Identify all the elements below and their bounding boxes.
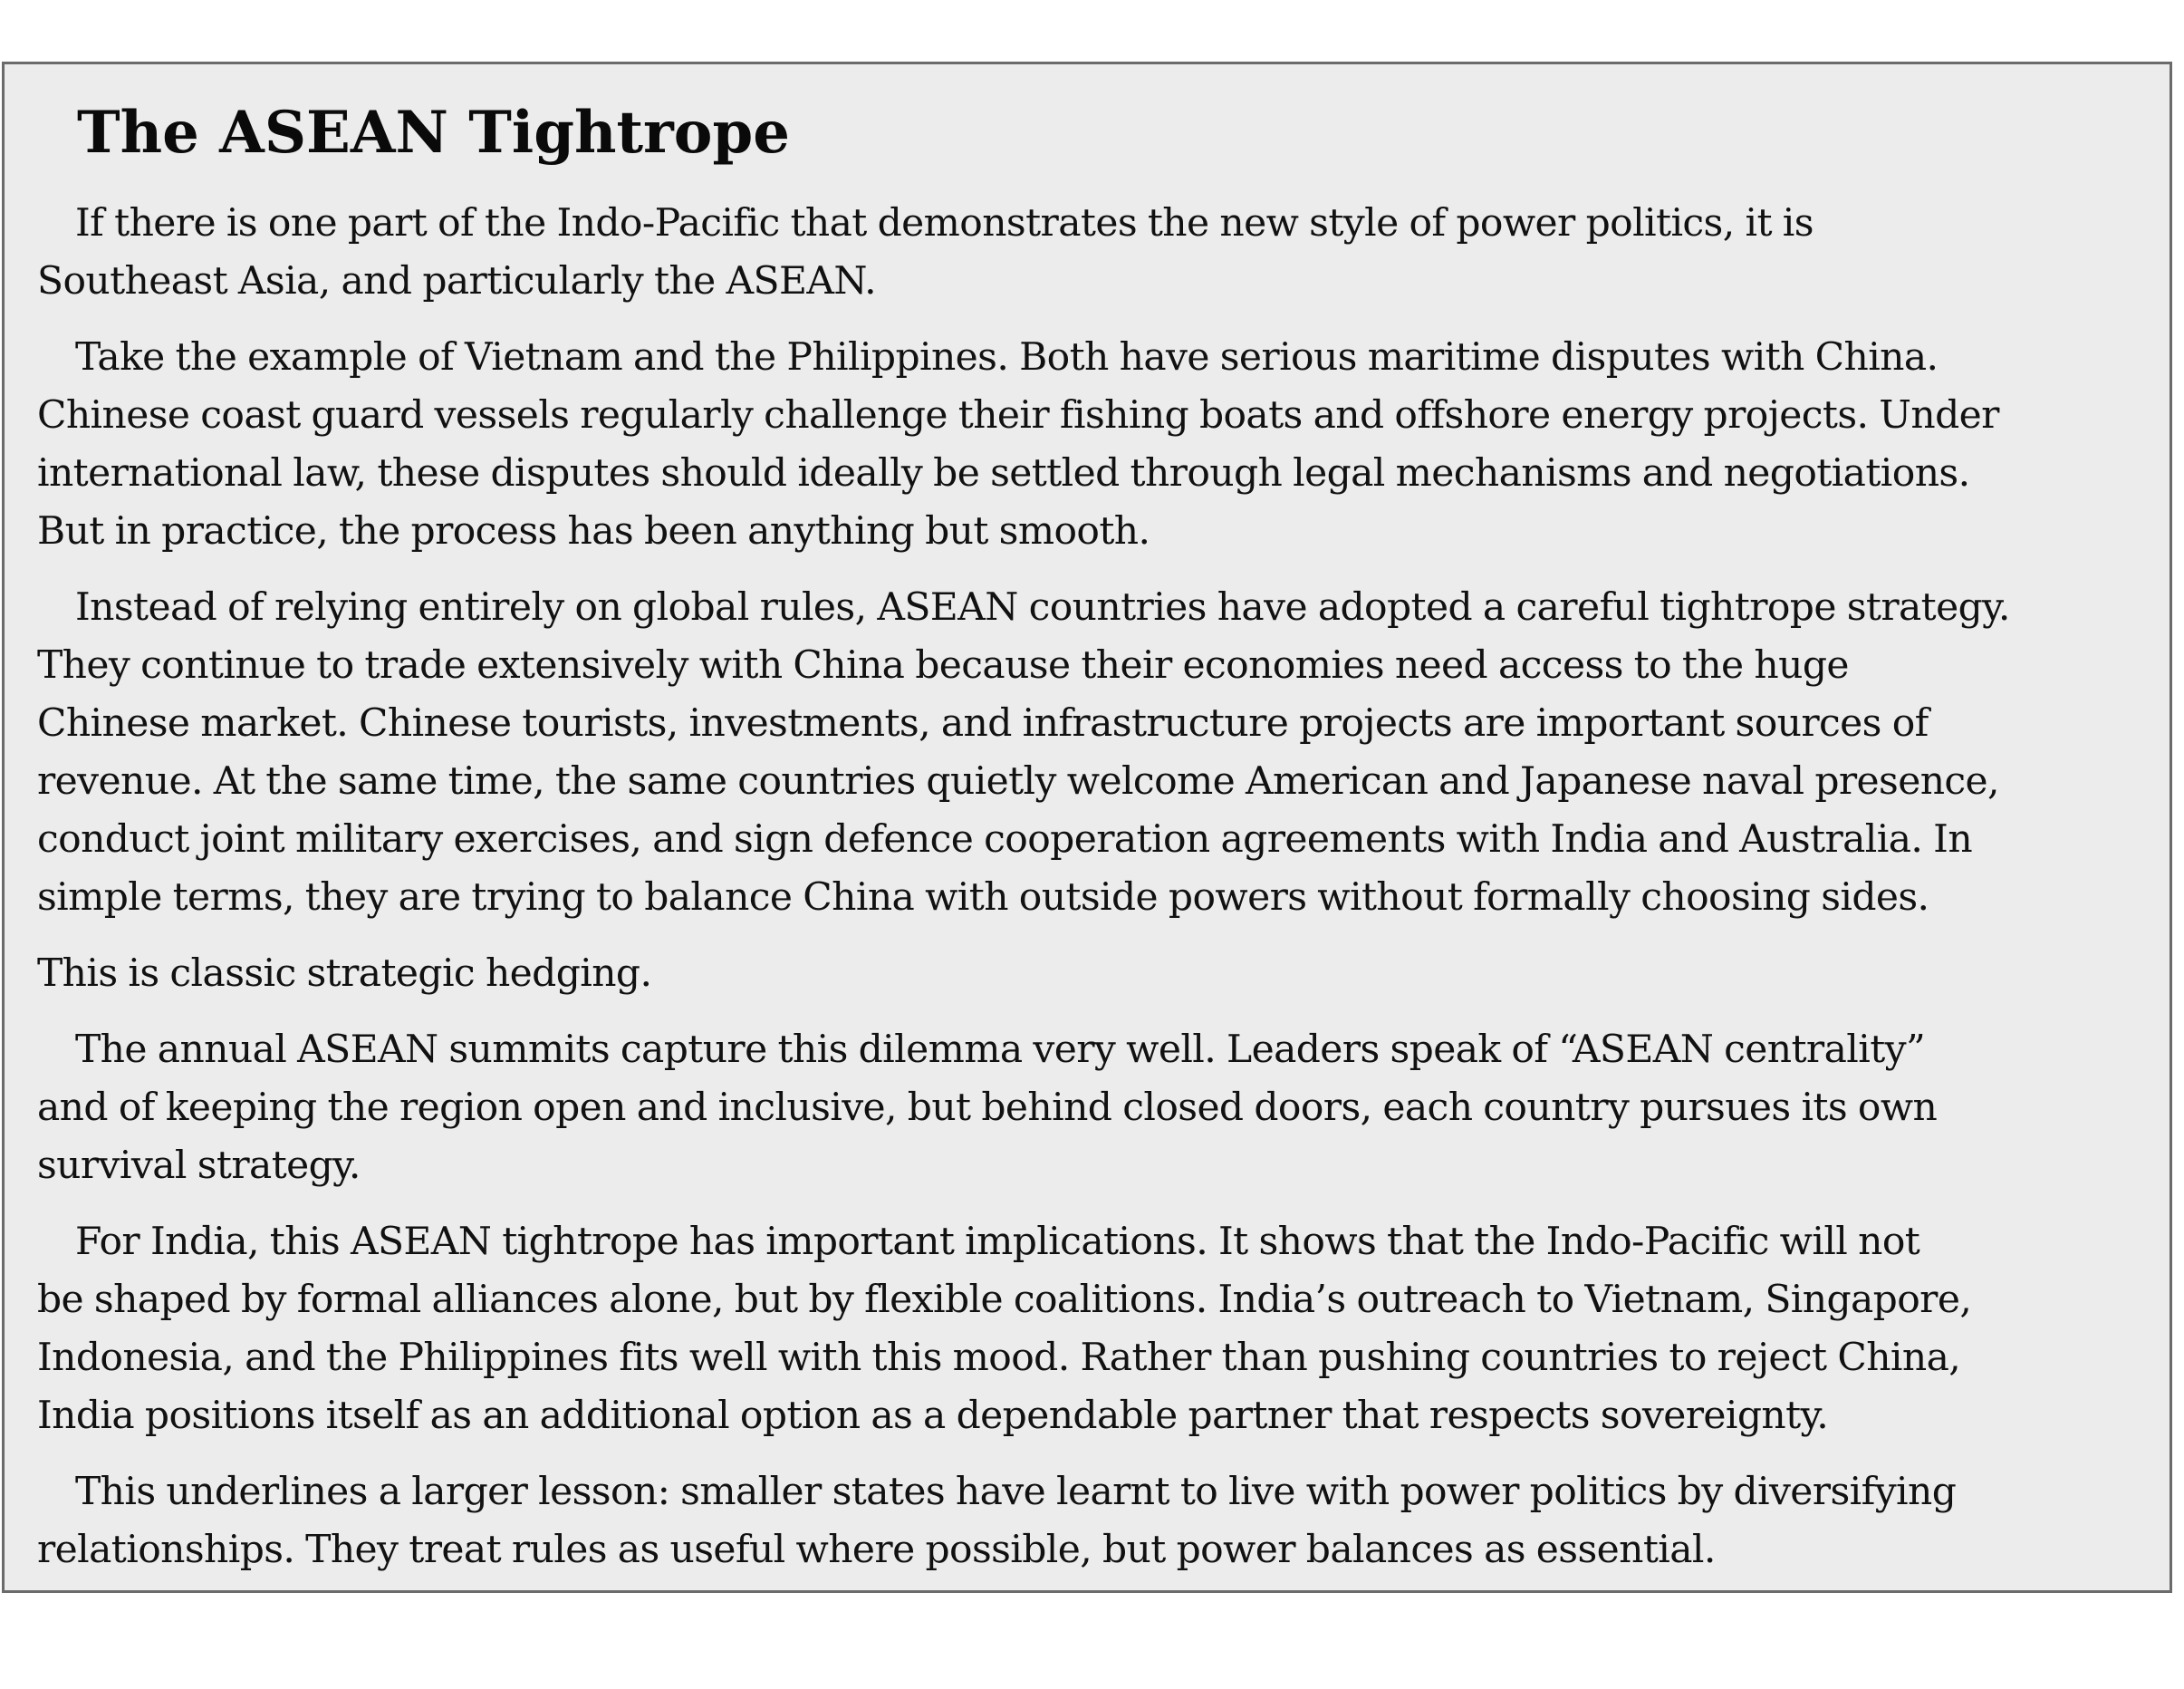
- paragraph-5: [37, 1021, 2146, 1195]
- text-line: For India, this ASEAN tightrope has important implications. It shows that the Indo-Pacific will not: [75, 1220, 1920, 1264]
- text-line: This underlines a larger lesson: smaller states have learnt to live with power politics by diversifying: [75, 1470, 1957, 1514]
- paragraph-7: [37, 1463, 2146, 1579]
- text-line: Instead of relying entirely on global rules, ASEAN countries have adopted a careful tightrope strategy.: [75, 585, 2010, 630]
- text-line: Chinese market. Chinese tourists, investments, and infrastructure projects are important sources of: [37, 701, 1929, 746]
- text-line: Take the example of Vietnam and the Philippines. Both have serious maritime disputes with China.: [75, 335, 1939, 380]
- text-line: Chinese coast guard vessels regularly challenge their fishing boats and offshore energy projects. Under: [37, 393, 1999, 438]
- text-line: If there is one part of the Indo-Pacific that demonstrates the new style of power politics, it is: [75, 201, 1814, 246]
- box-title: The ASEAN Tightrope: [77, 99, 790, 167]
- text-line: This is classic strategic hedging.: [37, 951, 652, 996]
- text-line: simple terms, they are trying to balance China with outside powers without formally choosing sides.: [37, 875, 1929, 920]
- text-line: They continue to trade extensively with China because their economies need access to the huge: [37, 643, 1849, 688]
- text-line: Southeast Asia, and particularly the ASEAN.: [37, 259, 877, 304]
- text-line: and of keeping the region open and inclusive, but behind closed doors, each country pursues its own: [37, 1086, 1938, 1130]
- text-line: The annual ASEAN summits capture this dilemma very well. Leaders speak of “ASEAN centrality”: [75, 1028, 1926, 1072]
- text-box: [2, 62, 2172, 1593]
- paragraph-4: [37, 945, 2146, 1003]
- text-line: Indonesia, and the Philippines fits well with this mood. Rather than pushing countries to reject China,: [37, 1336, 1961, 1380]
- body-text: [37, 195, 2146, 1579]
- text-line: But in practice, the process has been anything but smooth.: [37, 509, 1150, 554]
- text-line: India positions itself as an additional option as a dependable partner that respects sovereignty.: [37, 1394, 1829, 1438]
- paragraph-1: [37, 195, 2146, 311]
- text-line: revenue. At the same time, the same countries quietly welcome American and Japanese naval presence,: [37, 759, 1999, 804]
- text-line: relationships. They treat rules as useful where possible, but power balances as essential.: [37, 1528, 1716, 1572]
- text-line: survival strategy.: [37, 1144, 361, 1188]
- text-line: international law, these disputes should ideally be settled through legal mechanisms and negotiations.: [37, 451, 1970, 496]
- paragraph-2: [37, 329, 2146, 561]
- paragraph-3: [37, 579, 2146, 927]
- paragraph-6: [37, 1213, 2146, 1445]
- text-line: be shaped by formal alliances alone, but by flexible coalitions. India’s outreach to Vietnam, Singapore,: [37, 1278, 1972, 1322]
- text-line: conduct joint military exercises, and sign defence cooperation agreements with India and Australia. In: [37, 817, 1973, 862]
